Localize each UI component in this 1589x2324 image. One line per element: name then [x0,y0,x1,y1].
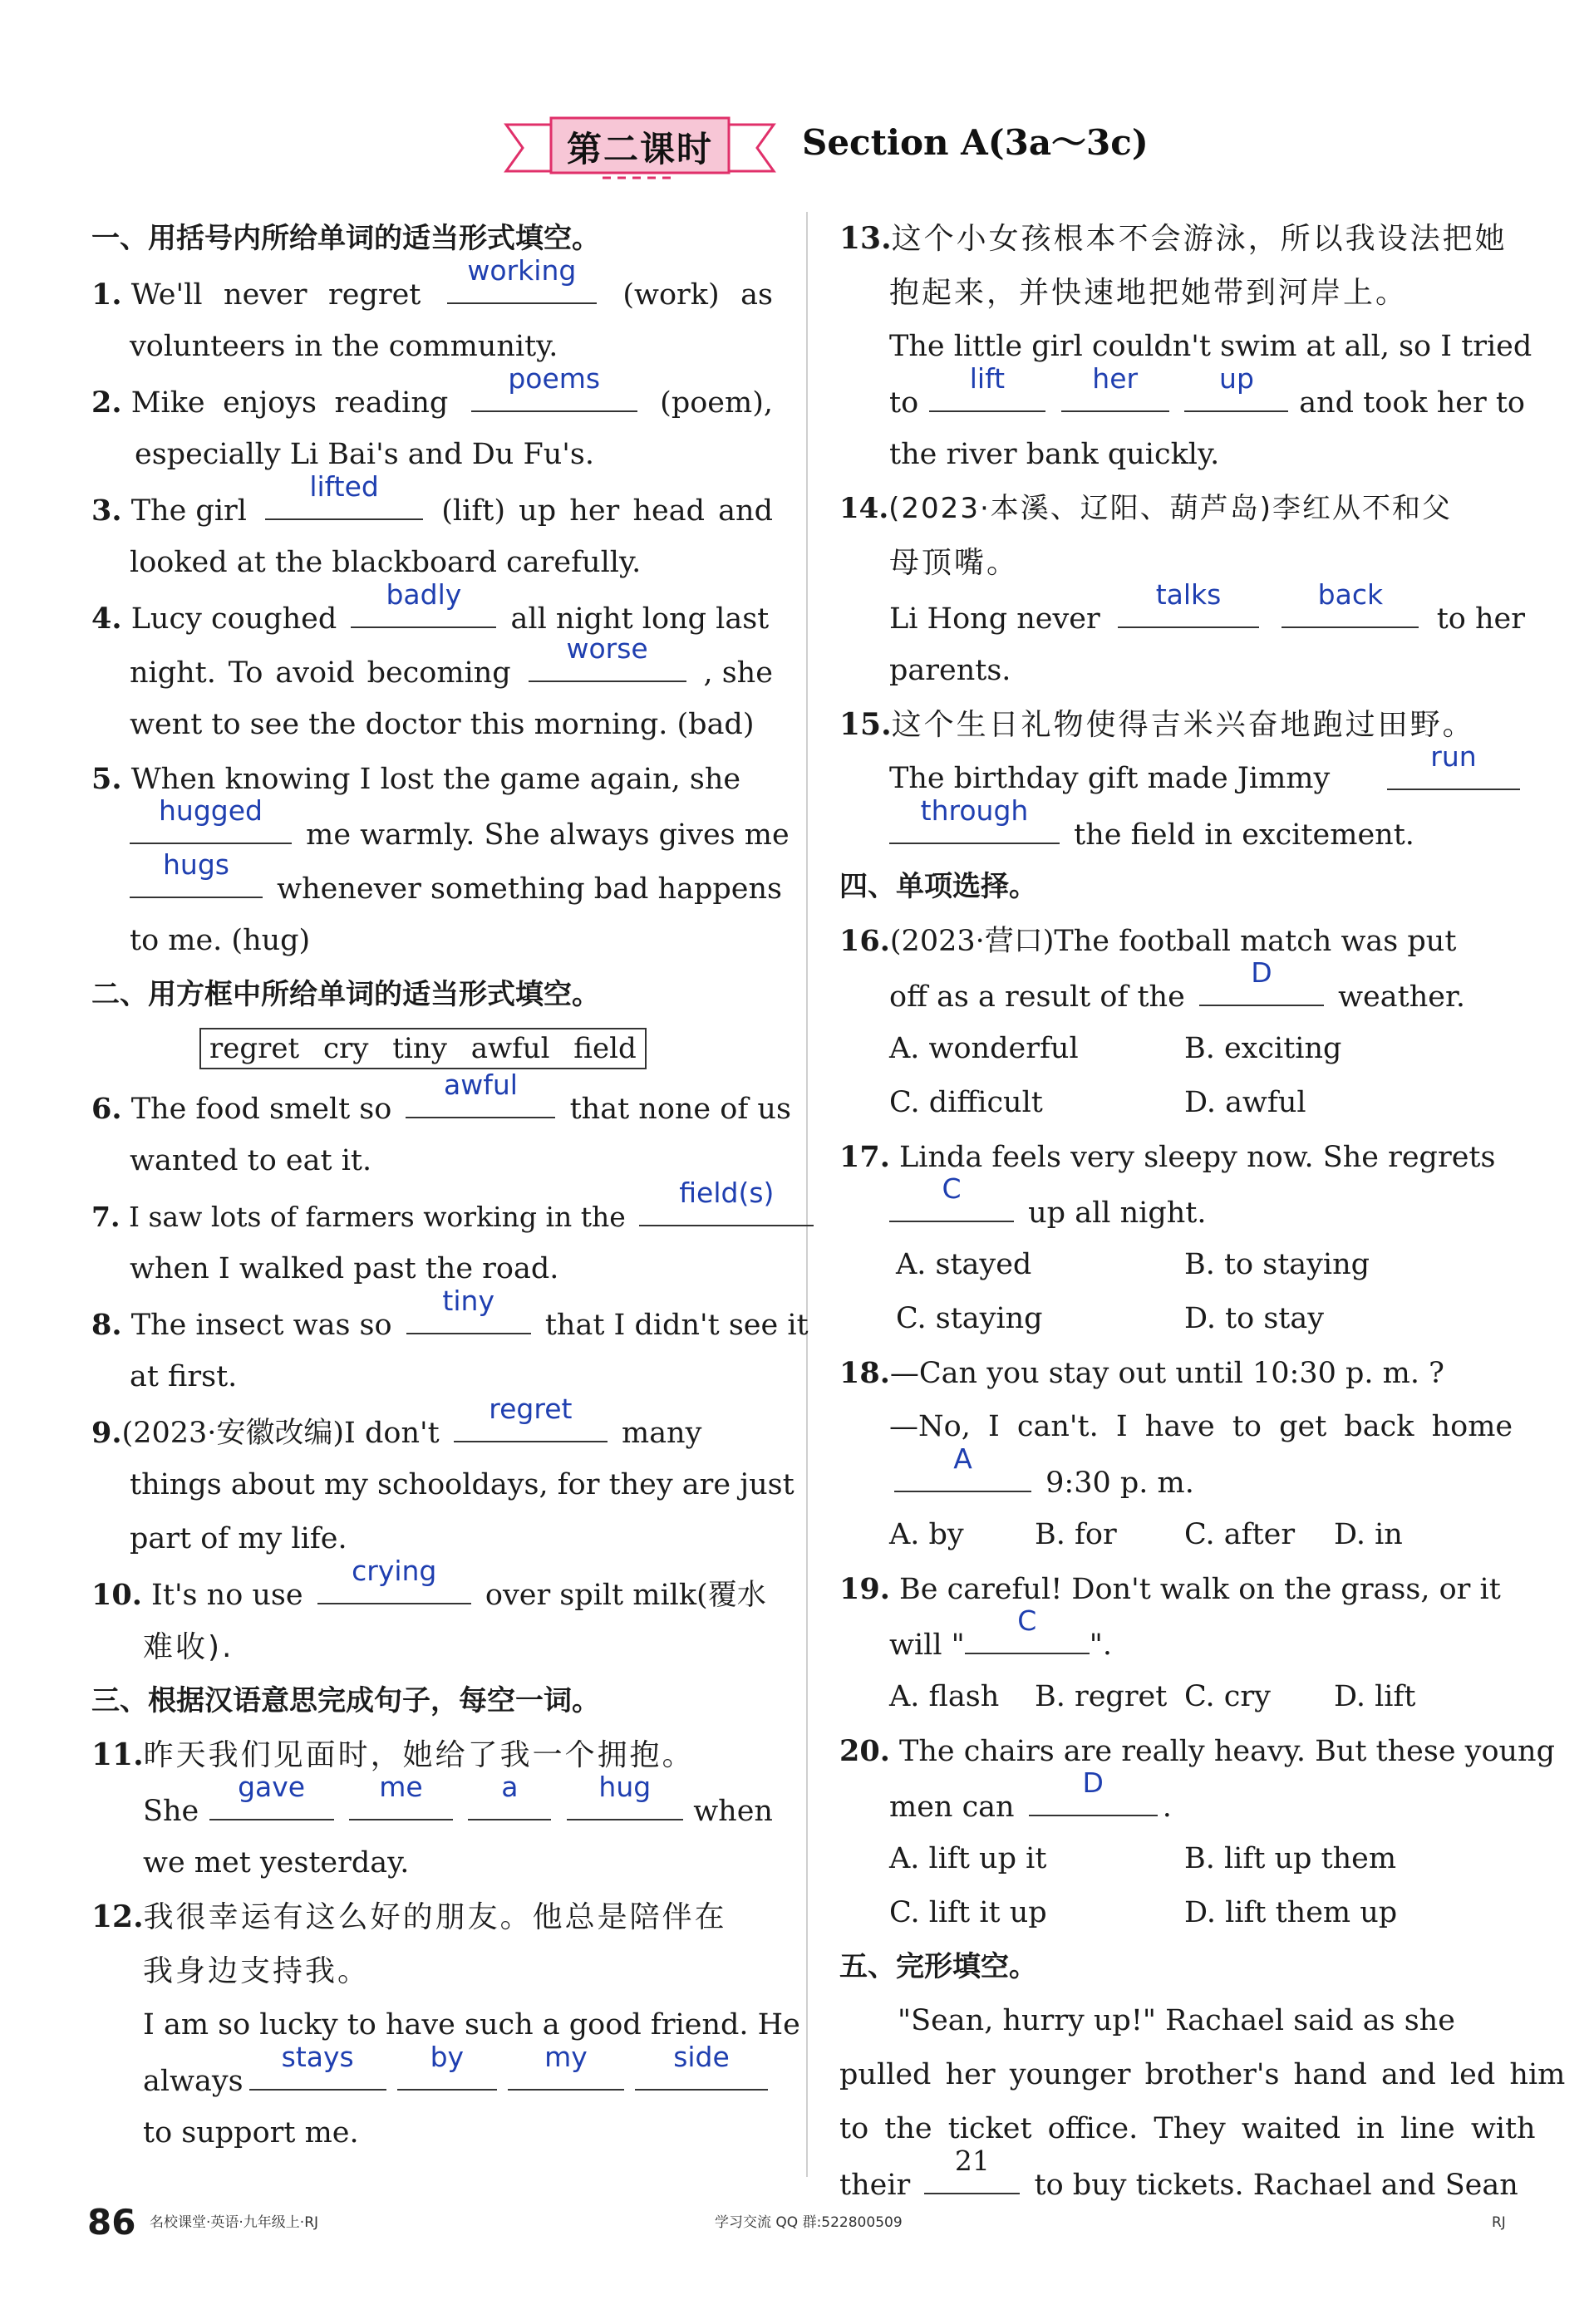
question-9-line-3: part of my life. [130,1522,347,1555]
option-a[interactable]: A. stayed [896,1248,1032,1281]
page-number: 86 [87,2202,136,2243]
answer-text: hugged [159,794,263,827]
section-heading-3: 三、根据汉语意思完成句子，每空一词。 [91,1684,600,1717]
question-16: 16.(2023·营口)The football match was put [839,924,1457,958]
question-11-line-2: She gave me a hug when [143,1771,773,1828]
answer-blank[interactable] [349,1771,453,1820]
answer-blank[interactable] [351,578,496,628]
answer-text: A [953,1442,972,1475]
question-3: 3. The girl lifted (lift) up her head and [91,470,773,528]
question-15-line-3: through the field in excitement. [839,806,1525,860]
question-12-line-2: 我身边支持我。 [143,1954,371,1988]
answer-blank[interactable] [397,2041,497,2091]
option-c[interactable]: C. lift it up [889,1896,1047,1929]
question-3-line-2: looked at the blackboard carefully. [130,546,642,579]
option-b[interactable]: B. for [1035,1518,1117,1551]
question-19-line-2: will " C ". [889,1604,1112,1662]
answer-text: field(s) [679,1177,775,1209]
passage-line-3: to the ticket office. They waited in line with [839,2112,1536,2145]
question-14-line-2: 母顶嘴。 [889,546,1020,580]
question-4-line-2: night. To avoid becoming worse , she [130,632,773,690]
question-17-options-2 [839,1292,1525,1346]
question-13-line-3: The little girl couldn't swim at all, so I tried [889,330,1532,363]
answer-text: a [501,1771,519,1803]
question-13-line-4: to lift her up and took her to [889,362,1525,420]
question-13: 13.这个小女孩根本不会游泳，所以我设法把她 [839,221,1508,256]
question-11-line-3: we met yesterday. [143,1846,410,1879]
option-c[interactable]: C. staying [896,1302,1043,1335]
answer-blank[interactable] [471,362,637,412]
answer-text: run [1430,740,1477,773]
passage-line-2: pulled her younger brother's hand and led him [839,2058,1566,2091]
question-15-line-2: The birthday gift made Jimmy run [839,752,1525,806]
question-7-line-2: when I walked past the road. [130,1252,559,1285]
option-b[interactable]: B. regret [1035,1680,1168,1713]
answer-blank[interactable] [889,1172,1014,1222]
option-a[interactable]: A. lift up it [889,1842,1047,1875]
option-d[interactable]: D. in [1334,1518,1403,1551]
question-18-line-3: A 9:30 p. m. [839,1454,1525,1508]
section-heading-4: 四、单项选择。 [839,870,1037,903]
question-18-options [839,1508,1525,1562]
answer-text: awful [444,1069,518,1101]
question-5-line-2: hugged me warmly. She always gives me [91,806,773,860]
question-6-line-2: wanted to eat it. [130,1144,372,1177]
answer-text: my [544,2041,588,2073]
answer-text: working [467,254,577,287]
answer-text: up [1219,362,1254,395]
answer-text: crying [352,1555,437,1587]
option-a[interactable]: A. by [889,1518,964,1551]
cloze-blank-21[interactable]: 21 [924,2156,1020,2194]
answer-text: back [1317,578,1384,611]
question-10: 10. It's no use crying over spilt milk(覆水 [91,1555,766,1612]
answer-blank[interactable] [454,1393,608,1442]
answer-text: worse [566,632,648,665]
question-13-line-5: the river bank quickly. [889,438,1220,471]
option-d[interactable]: D. lift them up [1184,1896,1398,1929]
answer-text: lifted [309,470,379,503]
answer-blank[interactable] [929,362,1045,412]
question-14-line-3: Li Hong never talks back to her [889,578,1525,636]
question-5: 5. When knowing I lost the game again, she [91,762,741,796]
answer-blank[interactable] [1282,578,1419,628]
question-2-line-2: especially Li Bai's and Du Fu's. [135,438,594,471]
answer-blank[interactable] [447,254,597,304]
answer-text: D [1082,1766,1104,1799]
option-d[interactable]: D. awful [1184,1086,1306,1119]
option-c[interactable]: C. cry [1184,1680,1271,1713]
question-19: 19. Be careful! Don't walk on the grass, or it [839,1572,1501,1606]
option-d[interactable]: D. lift [1334,1680,1416,1713]
answer-blank[interactable] [894,1442,1031,1492]
answer-blank[interactable] [317,1555,471,1604]
answer-text: regret [489,1393,573,1425]
question-10-line-2: 难收). [143,1630,234,1664]
answer-text: lift [969,362,1006,395]
lesson-banner [503,116,777,183]
answer-text: D [1251,956,1272,989]
option-a[interactable]: A. flash [889,1680,1000,1713]
question-16-line-2: off as a result of the D weather. [889,956,1465,1014]
book-title: 名校课堂·英语·九年级上·RJ [150,2214,319,2231]
word-box: regret cry tiny awful field [199,1028,647,1069]
question-5-line-4: to me. (hug) [130,924,311,957]
answer-blank[interactable] [130,848,263,898]
answer-blank[interactable] [567,1771,683,1820]
question-8-line-2: at first. [130,1360,238,1393]
question-7: 7. I saw lots of farmers working in the field(s) [91,1188,773,1242]
question-13-line-2: 抱起来，并快速地把她带到河岸上。 [889,276,1409,310]
answer-text: hugs [163,848,229,881]
answer-text: C [942,1172,962,1205]
section-heading-2: 二、用方框中所给单词的适当形式填空。 [91,978,600,1011]
question-20-options-1 [839,1832,1525,1886]
lesson-title: 第二课时 [566,129,713,170]
question-20: 20. The chairs are really heavy. But these young [839,1734,1555,1768]
qq-group: 学习交流 QQ 群:522800509 [715,2214,903,2231]
section-heading-1: 一、用括号内所给单词的适当形式填空。 [91,222,600,255]
question-14-line-4: parents. [889,654,1011,687]
answer-text: hug [598,1771,652,1803]
question-11: 11.昨天我们见面时，她给了我一个拥抱。 [91,1737,695,1772]
question-17: 17. Linda feels very sleepy now. She regrets [839,1140,1496,1174]
answer-text: side [673,2041,730,2073]
answer-blank[interactable] [1118,578,1259,628]
edition-mark: RJ [1492,2214,1506,2231]
question-20-options-2 [839,1886,1525,1940]
question-20-line-2: men can D . [889,1766,1172,1824]
answer-blank[interactable] [406,1285,531,1334]
question-4: 4. Lucy coughed badly all night long last [91,578,770,636]
section-title: Section A(3a～3c) [802,122,1149,163]
question-2: 2. Mike enjoys reading poems (poem), [91,362,773,420]
answer-blank[interactable] [508,2041,624,2091]
answer-blank[interactable] [1061,362,1169,412]
question-12-line-4: always stays by my side [91,2052,773,2106]
question-6: 6. The food smelt so awful that none of us [91,1069,791,1126]
answer-blank[interactable] [406,1069,555,1118]
option-a[interactable]: A. wonderful [889,1032,1079,1065]
answer-blank[interactable] [249,2041,386,2091]
question-12: 12.我很幸运有这么好的朋友。他总是陪伴在 [91,1899,727,1934]
option-c[interactable]: C. after [1184,1518,1296,1551]
option-d[interactable]: D. to stay [1184,1302,1324,1335]
answer-blank[interactable] [529,632,686,682]
answer-text: C [1017,1604,1037,1637]
answer-blank[interactable] [635,2041,768,2091]
question-5-line-3: hugs whenever something bad happens [91,860,773,914]
question-12-line-3: I am so lucky to have such a good friend. He [143,2008,800,2041]
question-8: 8. The insect was so tiny that I didn't see it [91,1285,809,1342]
answer-blank[interactable] [1199,956,1324,1006]
answer-blank[interactable] [1387,740,1520,790]
question-9: 9.(2023·安徽改编)I don't regret many [91,1393,702,1450]
option-b[interactable]: B. to staying [1184,1248,1370,1281]
option-b[interactable]: B. exciting [1184,1032,1342,1065]
question-1-line-2: volunteers in the community. [130,330,558,363]
question-19-options [839,1670,1525,1724]
answer-text: by [430,2041,465,2073]
section-heading-5: 五、完形填空。 [839,1950,1037,1983]
answer-blank[interactable] [130,794,292,844]
answer-text: poems [508,362,601,395]
question-14: 14.(2023·本溪、辽阳、葫芦岛)李红从不和父 [839,492,1453,525]
question-16-options-2 [839,1076,1525,1130]
question-1: 1. We'll never regret working (work) as [91,254,773,312]
question-15: 15.这个生日礼物使得吉米兴奋地跑过田野。 [839,707,1475,742]
answer-blank[interactable] [965,1604,1090,1654]
answer-blank[interactable] [468,1771,551,1820]
option-c[interactable]: C. difficult [889,1086,1043,1119]
passage-line-1: "Sean, hurry up!" Rachael said as she [898,2004,1455,2037]
answer-text: tiny [442,1285,494,1317]
question-18-line-2: —No, I can't. I have to get back home [889,1410,1513,1443]
answer-text: badly [386,578,462,611]
answer-blank[interactable] [1184,362,1288,412]
question-18: 18.—Can you stay out until 10:30 p. m. ? [839,1356,1444,1390]
answer-blank[interactable] [209,1771,334,1820]
answer-text: gave [238,1771,306,1803]
passage-line-4: their 21 to buy tickets. Rachael and Sean [839,2145,1518,2202]
answer-blank[interactable] [265,470,423,520]
question-16-options-1 [839,1022,1525,1076]
question-9-line-2: things about my schooldays, for they are just [130,1468,794,1501]
answer-text: through [920,794,1029,827]
question-4-line-3: went to see the doctor this morning. (bad) [130,708,755,741]
answer-text: her [1092,362,1139,395]
question-12-line-5: to support me. [143,2116,359,2150]
question-17-options-1 [839,1238,1525,1292]
answer-blank[interactable] [639,1177,814,1226]
answer-text: me [379,1771,423,1803]
answer-blank[interactable] [1029,1766,1158,1816]
option-b[interactable]: B. lift up them [1184,1842,1397,1875]
answer-text: stays [281,2041,354,2073]
answer-blank[interactable] [889,794,1060,844]
question-17-line-2: C up all night. [839,1184,1525,1238]
answer-text: talks [1155,578,1222,611]
